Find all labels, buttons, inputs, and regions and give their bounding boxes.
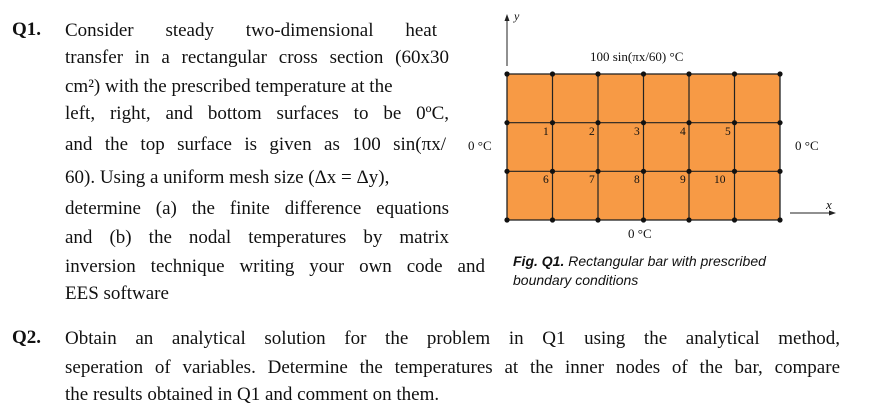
- q1-line-4: left, right, and bottom surfaces to be 0ºC,: [65, 103, 449, 124]
- mesh-node-dot: [504, 169, 509, 174]
- caption-label: Fig. Q1.: [513, 253, 565, 269]
- bottom-boundary-label: 0 °C: [628, 226, 652, 241]
- mesh-node-dot: [641, 217, 646, 222]
- node-label-1: 1: [543, 126, 549, 138]
- q1-line-7: determine (a) the finite difference equations: [65, 198, 449, 219]
- q2-line-3: the results obtained in Q1 and comment on them.: [65, 384, 440, 405]
- q2-line-1: Obtain an analytical solution for the problem in Q1 using the analytical method,: [65, 328, 840, 349]
- top-boundary-label: 100 sin(πx/60) °C: [590, 49, 684, 64]
- node-label-2: 2: [589, 126, 595, 138]
- figure-caption: [513, 252, 766, 290]
- mesh-node-dot: [777, 71, 782, 76]
- mesh-node-dot: [686, 120, 691, 125]
- mesh-node-dot: [641, 169, 646, 174]
- node-label-10: 10: [714, 174, 726, 186]
- mesh-node-dot: [732, 217, 737, 222]
- q1-line-10: EES software: [65, 283, 169, 304]
- mesh-node-dot: [550, 71, 555, 76]
- node-label-5: 5: [725, 126, 731, 138]
- q1-line-8: and (b) the nodal temperatures by matrix: [65, 227, 449, 248]
- node-label-4: 4: [680, 126, 686, 138]
- mesh-node-dot: [504, 217, 509, 222]
- mesh-node-dot: [641, 120, 646, 125]
- x-axis-label: x: [826, 197, 832, 212]
- mesh-node-dot: [595, 120, 600, 125]
- mesh-node-dot: [550, 217, 555, 222]
- node-label-6: 6: [543, 174, 549, 186]
- mesh-node-dot: [686, 217, 691, 222]
- mesh-node-dot: [595, 71, 600, 76]
- node-label-3: 3: [634, 126, 640, 138]
- caption-line-2: boundary conditions: [513, 272, 639, 288]
- caption-text: Rectangular bar with prescribed: [564, 253, 766, 269]
- mesh-node-dot: [777, 120, 782, 125]
- q2-line-2: seperation of variables. Determine the temperatures at the inner nodes of the bar, compare: [65, 357, 840, 378]
- mesh-node-dot: [504, 120, 509, 125]
- q1-line-1: Consider steady two-dimensional heat: [65, 20, 437, 41]
- mesh-node-dot: [550, 120, 555, 125]
- q1-line-6: 60). Using a uniform mesh size (Δx = Δy),: [65, 167, 390, 188]
- mesh-node-dot: [777, 217, 782, 222]
- mesh-node-dot: [732, 120, 737, 125]
- q1-line-2: transfer in a rectangular cross section (60x30: [65, 47, 449, 68]
- mesh-node-dot: [550, 169, 555, 174]
- mesh-node-dot: [732, 71, 737, 76]
- mesh-node-dot: [504, 71, 509, 76]
- q1-line-3: cm²) with the prescribed temperature at the: [65, 76, 393, 97]
- mesh-node-dot: [732, 169, 737, 174]
- mesh-node-dot: [595, 169, 600, 174]
- mesh-node-dot: [595, 217, 600, 222]
- node-label-8: 8: [634, 174, 640, 186]
- mesh-node-dot: [686, 71, 691, 76]
- mesh-node-dot: [686, 169, 691, 174]
- mesh-node-dot: [777, 169, 782, 174]
- right-boundary-label: 0 °C: [795, 138, 819, 153]
- q1-line-5: and the top surface is given as 100 sin(πx/: [65, 134, 446, 155]
- node-label-7: 7: [589, 174, 595, 186]
- question-2-number: Q2.: [12, 327, 42, 348]
- q1-line-9: inversion technique writing your own code and: [65, 256, 485, 277]
- y-axis-label: y: [514, 9, 520, 23]
- mesh-node-dot: [641, 71, 646, 76]
- question-1-number: Q1.: [12, 19, 42, 40]
- left-boundary-label: 0 °C: [468, 138, 492, 153]
- y-axis-arrow: [505, 14, 510, 21]
- node-label-9: 9: [680, 174, 686, 186]
